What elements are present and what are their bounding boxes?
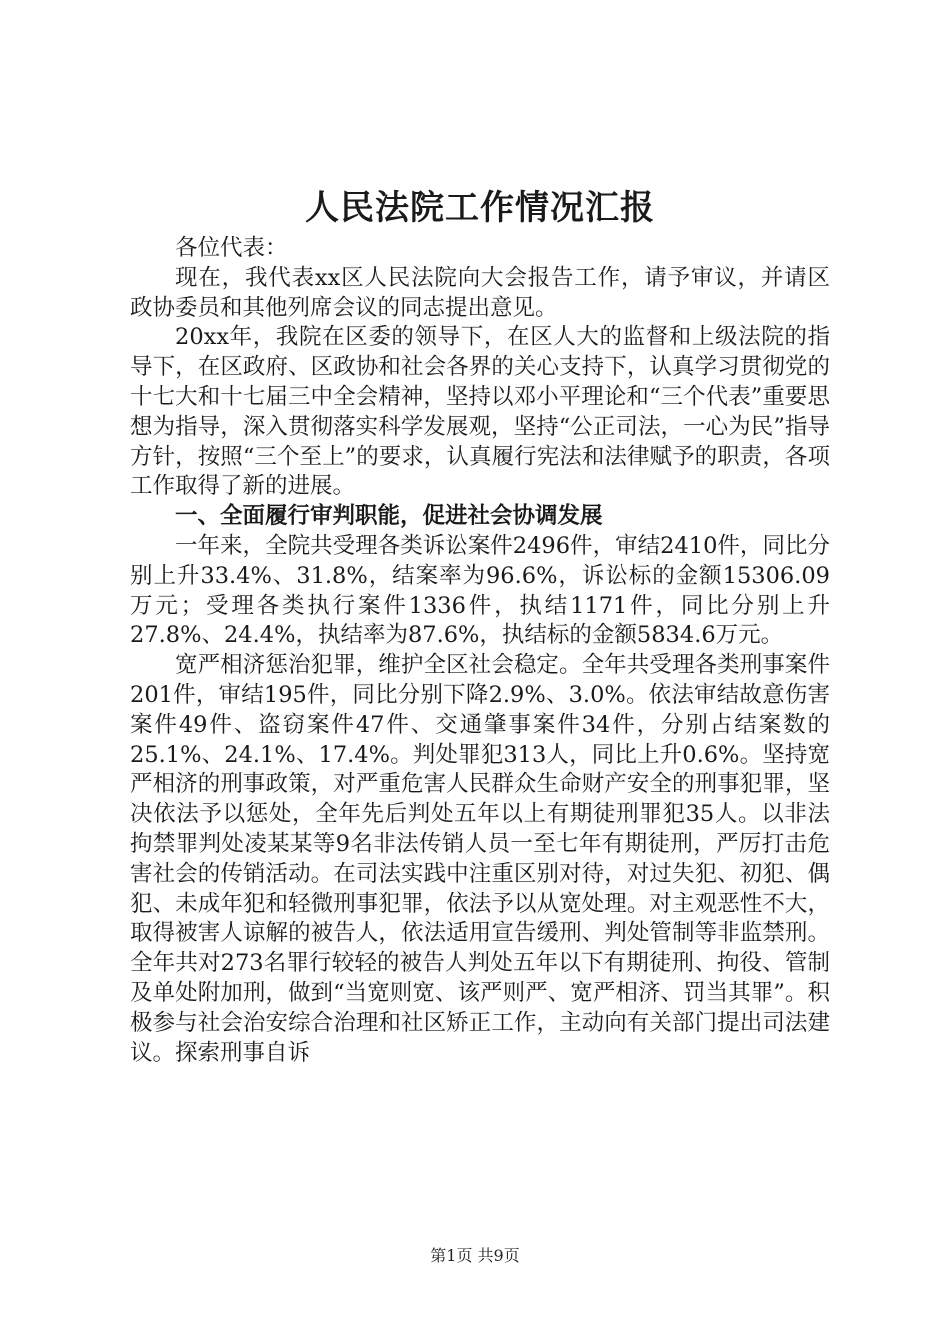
paragraph-statistics: 一年来，全院共受理各类诉讼案件2496件，审结2410件，同比分别上升33.4%、31.8%，结案率为96.6%，诉讼标的金额15306.09万元；受理各类执行案件1336件，执结1171件，同比分别上升27.8%、24.4%，执结率为87.6%，执结标的金额5834.6万元。 xyxy=(130,532,830,649)
paragraph-intro: 现在，我代表xx区人民法院向大会报告工作，请予审议，并请区政协委员和其他列席会议的同志提出意见。 xyxy=(130,264,830,321)
paragraph-criminal-cases: 宽严相济惩治犯罪，维护全区社会稳定。全年共受理各类刑事案件201件，审结195件，同比分别下降2.9%、3.0%。依法审结故意伤害案件49件、盗窃案件47件、交通肇事案件34件，分别占结案数的25.1%、24.1%、17.4%。判处罪犯313人，同比上升0.6%。坚持宽严相济的刑事政策，对严重危害人民群众生命财产安全的刑事犯罪，坚决依法予以惩处，全年先后判处五年以上有期徒刑罪犯35人。以非法拘禁罪判处凌某某等9名非法传销人员一至七年有期徒刑，严厉打击危害社会的传销活动。在司法实践中注重区别对待，对过失犯、初犯、偶犯、未成年犯和轻微刑事犯罪，依法予以从宽处理。对主观恶性不大，取得被害人谅解的被告人，依法适用宣告缓刑、判处管制等非监禁刑。全年共对273名罪行较轻的被告人判处五年以下有期徒刑、拘役、管制及单处附加刑，做到“当宽则宽、该严则严、宽严相济、罚当其罪”。积极参与社会治安综合治理和社区矫正工作，主动向有关部门提出司法建议。探索刑事自诉 xyxy=(130,652,830,1066)
salutation: 各位代表： xyxy=(175,235,288,261)
document-title: 人民法院工作情况汇报 xyxy=(305,188,655,228)
section-heading-1: 一、全面履行审判职能，促进社会协调发展 xyxy=(175,503,603,530)
page-number-footer: 第1页 共9页 xyxy=(430,1246,520,1265)
paragraph-overview: 20xx年，我院在区委的领导下，在区人大的监督和上级法院的指导下，在区政府、区政协和社会各界的关心支持下，认真学习贯彻党的十七大和十七届三中全会精神，坚持以邓小平理论和“三个代表”重要思想为指导，深入贯彻落实科学发展观，坚持“公正司法，一心为民”指导方针，按照“三个至上”的要求，认真履行宪法和法律赋予的职责，各项工作取得了新的进展。 xyxy=(130,324,830,500)
document-page xyxy=(130,186,830,1068)
